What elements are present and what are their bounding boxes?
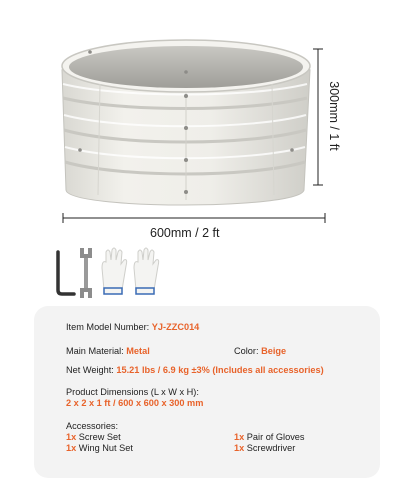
work-gloves-icon [96, 244, 168, 300]
accessory-item [234, 432, 305, 443]
width-dimension-line [62, 212, 326, 224]
color-row [234, 346, 286, 357]
accessory-name: Wing Nut Set [78, 443, 133, 453]
hex-key-icon [52, 250, 78, 298]
accessory-name: Screwdriver [246, 443, 296, 453]
accessory-qty: 1x [234, 432, 245, 442]
material-label: Main Material: [66, 346, 124, 356]
color-value: Beige [261, 346, 287, 356]
raised-garden-bed-image [0, 0, 402, 240]
weight-row [66, 365, 324, 376]
accessories-label: Accessories: [66, 421, 119, 431]
accessory-qty: 1x [66, 443, 77, 453]
height-dimension-line [312, 48, 324, 186]
model-value: YJ-ZZC014 [151, 322, 200, 332]
width-label: 600mm / 2 ft [150, 226, 220, 240]
accessory-name: Screw Set [78, 432, 121, 442]
material-value: Metal [126, 346, 150, 356]
height-label: 300mm / 1 ft [327, 81, 341, 151]
accessory-qty: 1x [234, 443, 245, 453]
weight-value: 15.21 lbs / 6.9 kg ±3% (Includes all accessories) [116, 365, 324, 375]
wrench-icon [76, 246, 96, 300]
accessory-name: Pair of Gloves [246, 432, 305, 442]
accessory-item [66, 443, 133, 454]
material-row [66, 346, 150, 357]
weight-label: Net Weight: [66, 365, 114, 375]
dims-label: Product Dimensions (L x W x H): [66, 387, 199, 397]
accessory-qty: 1x [66, 432, 77, 442]
accessory-item [66, 432, 121, 443]
specifications-card [34, 306, 380, 478]
accessory-item [234, 443, 295, 454]
model-row [66, 322, 199, 333]
dims-value: 2 x 2 x 1 ft / 600 x 600 x 300 mm [66, 398, 204, 408]
color-label: Color: [234, 346, 259, 356]
model-label: Item Model Number: [66, 322, 150, 332]
